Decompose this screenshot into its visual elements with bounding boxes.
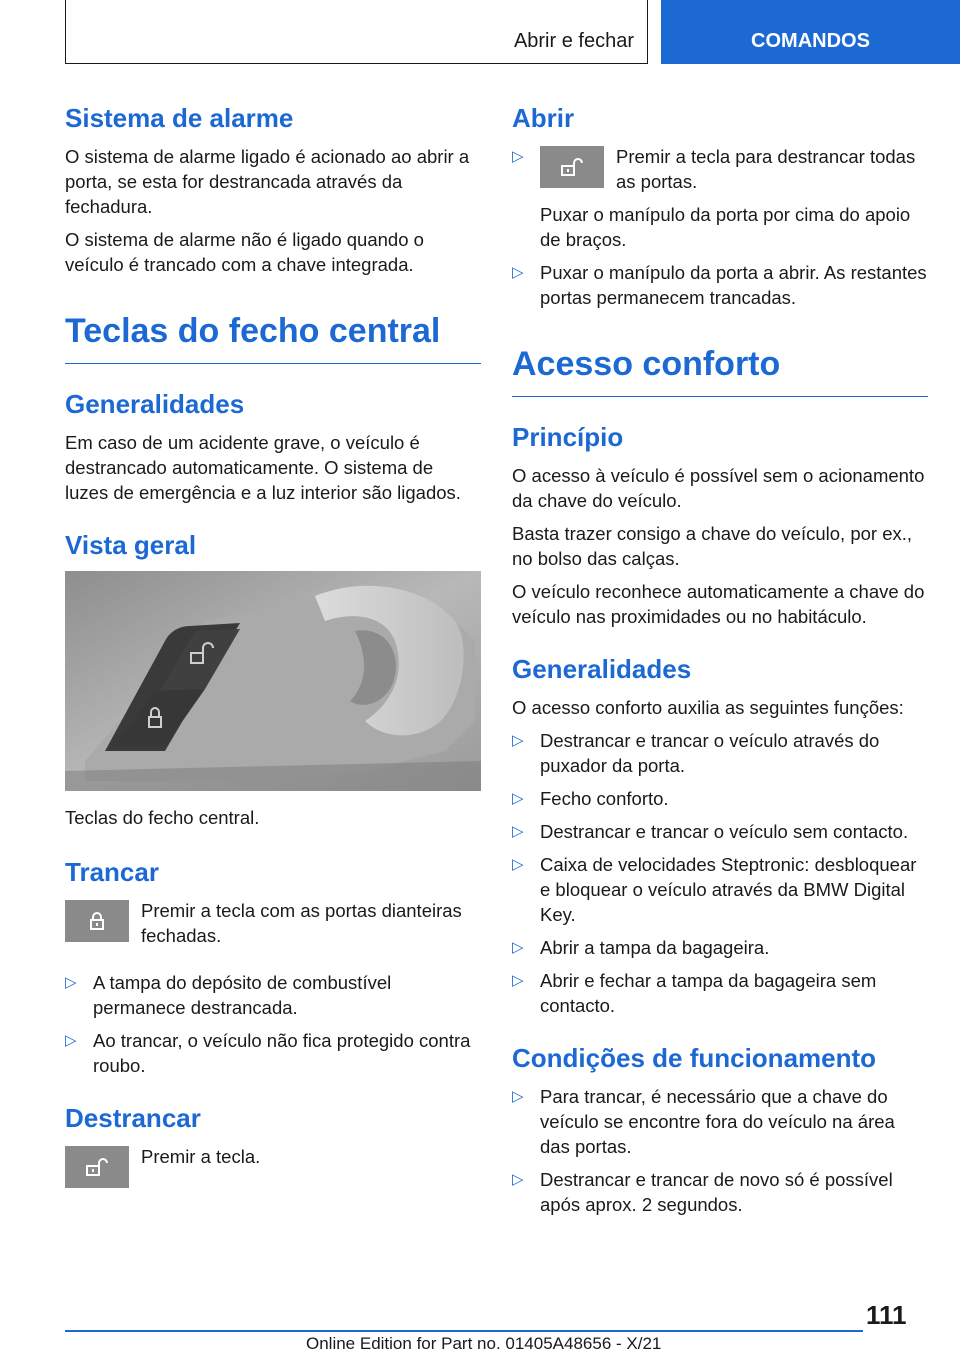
- triangle-bullet-icon: ▷: [512, 790, 524, 807]
- lock-key-text: Premir a tecla com as portas dianteiras fechadas.: [141, 900, 462, 946]
- principle-heading: Princípio: [512, 422, 624, 452]
- door-panel-photo: [65, 571, 481, 791]
- list-item: ▷ Destrancar e trancar o veículo através do puxador da porta.: [512, 730, 880, 776]
- principle-paragraph-1: O acesso à veículo é possível sem o acionamento da chave do veículo.: [512, 465, 925, 511]
- general-paragraph-left: Em caso de um acidente grave, o veículo é destrancado automaticamente. O sistema de luzes de emergência e a luz interior são ligados.: [65, 432, 461, 503]
- unlock-key-icon: [65, 1146, 129, 1188]
- triangle-bullet-icon: ▷: [512, 1171, 524, 1188]
- list-item: ▷ Puxar o manípulo da porta a abrir. As restantes portas permanecem trancadas.: [512, 262, 927, 308]
- conditions-bullet-list: [512, 1084, 928, 1217]
- triangle-bullet-icon: ▷: [65, 974, 77, 991]
- general-heading-left: Generalidades: [65, 389, 245, 419]
- unlock-key-row: [65, 1144, 481, 1188]
- functions-bullet-list: [512, 728, 928, 1018]
- list-item: ▷ A tampa do depósito de combustível permanece destrancada.: [65, 972, 392, 1018]
- alarm-heading: Sistema de alarme: [65, 103, 294, 133]
- right-column: [512, 100, 928, 1225]
- unlock-key-text: Premir a tecla.: [141, 1146, 261, 1167]
- list-item: ▷ Para trancar, é necessário que a chave do veículo se encontre fora do veículo na área das portas.: [512, 1086, 895, 1157]
- alarm-paragraph-1: O sistema de alarme ligado é acionado ao abrir a porta, se esta for destrancada através da fechadura.: [65, 146, 470, 217]
- header-chapter-tab: COMANDOS: [661, 0, 960, 64]
- header-section-title: Abrir e fechar: [513, 30, 634, 52]
- principle-paragraph-2: Basta trazer consigo a chave do veículo, por ex., no bolso das calças.: [512, 523, 913, 569]
- footer-edition: Online Edition for Part no. 01405A48656 - X/21: [306, 1334, 662, 1353]
- lock-key-icon: [65, 900, 129, 942]
- list-item: ▷ Abrir a tampa da bagageira.: [512, 937, 770, 958]
- list-item: [512, 144, 928, 252]
- footer-divider: [65, 1330, 863, 1332]
- triangle-bullet-icon: ▷: [512, 732, 524, 749]
- general-paragraph-right: O acesso conforto auxilia as seguintes funções:: [512, 697, 904, 718]
- list-item: ▷ Abrir e fechar a tampa da bagageira sem contacto.: [512, 970, 877, 1016]
- open-heading: Abrir: [512, 103, 575, 133]
- triangle-bullet-icon: ▷: [512, 1088, 524, 1105]
- lock-key-row: [65, 898, 481, 948]
- triangle-bullet-icon: ▷: [512, 939, 524, 956]
- unlock-key-icon: [540, 146, 604, 188]
- conditions-heading: Condições de funcionamento: [512, 1043, 877, 1073]
- open-key-text-2: Puxar o manípulo da porta por cima do apoio de braços.: [540, 204, 911, 250]
- list-item: ▷ Ao trancar, o veículo não fica protegido contra roubo.: [65, 1030, 471, 1076]
- unlock-heading: Destrancar: [65, 1103, 201, 1133]
- list-item: ▷ Destrancar e trancar de novo só é possível após aprox. 2 segundos.: [512, 1169, 893, 1215]
- lock-bullet-list: [65, 970, 481, 1078]
- triangle-bullet-icon: ▷: [512, 972, 524, 989]
- triangle-bullet-icon: ▷: [512, 264, 524, 281]
- open-key-row: [540, 144, 928, 194]
- central-locking-heading: Teclas do fecho central: [65, 309, 481, 364]
- triangle-bullet-icon: ▷: [512, 148, 524, 165]
- page-number: 111: [866, 1300, 907, 1330]
- left-column: [65, 100, 481, 1196]
- alarm-paragraph-2: O sistema de alarme não é ligado quando o veículo é trancado com a chave integrada.: [65, 229, 424, 275]
- list-item: ▷ Fecho conforto.: [512, 788, 669, 809]
- photo-caption: Teclas do fecho central.: [65, 807, 260, 828]
- lock-heading: Trancar: [65, 857, 159, 887]
- triangle-bullet-icon: ▷: [65, 1032, 77, 1049]
- list-item: ▷ Caixa de velocidades Steptronic: desbloquear e bloquear o veículo através da BMW Digital Key.: [512, 854, 917, 925]
- list-item: ▷ Destrancar e trancar o veículo sem contacto.: [512, 821, 909, 842]
- triangle-bullet-icon: ▷: [512, 856, 524, 873]
- open-bullet-list: [512, 144, 928, 310]
- open-key-text: Premir a tecla para destrancar todas as portas.: [616, 146, 916, 192]
- principle-paragraph-3: O veículo reconhece automaticamente a chave do veículo nas proximidades ou no habitáculo.: [512, 581, 925, 627]
- triangle-bullet-icon: ▷: [512, 823, 524, 840]
- comfort-access-heading: Acesso conforto: [512, 342, 928, 397]
- overview-heading: Vista geral: [65, 530, 197, 560]
- general-heading-right: Generalidades: [512, 654, 692, 684]
